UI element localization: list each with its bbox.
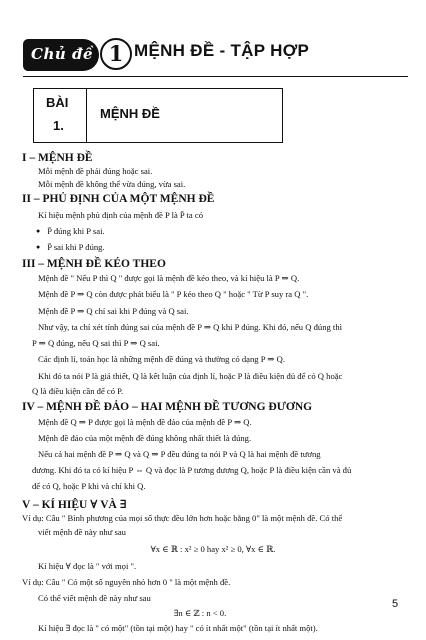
section-heading-1: I – MỆNH ĐỀ [22, 152, 93, 164]
text-line: Q là điều kiện cần để có P. [32, 386, 124, 396]
text-line: Nếu cả hai mệnh đề P ⇒ Q và Q ⇒ P đều đúng ta nói P và Q là hai mệnh đề tương [38, 449, 321, 459]
text-line: Khi đó ta nói P là giả thiết, Q là kết luận của định lí, hoặc P là điều kiện đủ để có Q hoặc [38, 371, 343, 381]
text-line: Mệnh đề Q ⇒ P được gọi là mệnh đề đảo của mệnh đề P ⇒ Q. [38, 417, 252, 427]
section-heading-3: III – MỆNH ĐỀ KÉO THEO [22, 258, 166, 270]
text-line: đương. Khi đó ta có kí hiệu P ⇔ Q và đọc là P tương đương Q, hoặc P là điều kiện cần và đủ [32, 465, 352, 475]
lesson-number: 1. [53, 118, 64, 133]
section-heading-4: IV – MỆNH ĐỀ ĐẢO – HAI MỆNH ĐỀ TƯƠNG ĐƯƠNG [22, 401, 313, 413]
section-heading-2: II – PHỦ ĐỊNH CỦA MỘT MỆNH ĐỀ [22, 193, 215, 205]
text-line: Mệnh đề P ⇒ Q chỉ sai khi P đúng và Q sai. [38, 306, 189, 316]
page-number: 5 [392, 598, 399, 610]
text-line: Các định lí, toán học là những mệnh đề đúng và thường có dạng P ⇒ Q. [38, 354, 286, 364]
text-line: viết mệnh đề này như sau [38, 527, 126, 537]
formula-line: ∀x ∈ ℝ : x² ≥ 0 hay x² ≥ 0, ∀x ∈ ℝ. [150, 544, 276, 554]
chapter-number: 1 [100, 38, 132, 70]
chapter-divider [23, 76, 408, 77]
text-line: để có Q, hoặc P khi và chỉ khi Q. [32, 481, 146, 491]
text-line: Mỗi mệnh đề phải đúng hoặc sai. [38, 166, 153, 176]
bullet-item: ● P̄ đúng khi P sai. [36, 227, 105, 237]
lesson-title: MỆNH ĐỀ [100, 106, 160, 121]
text-line: Mệnh đề " Nếu P thì Q " được gọi là mệnh đề kéo theo, và kí hiệu là P ⇒ Q. [38, 273, 300, 283]
text-line: Như vậy, ta chỉ xét tính đúng sai của mệnh đề P ⇒ Q khi P đúng. Khi đó, nếu Q đúng thì [38, 322, 343, 332]
text-line: P ⇒ Q đúng, nếu Q sai thì P ⇒ Q sai. [32, 338, 160, 348]
text-line: Mệnh đề đảo của một mệnh đề đúng không nhất thiết là đúng. [38, 433, 252, 443]
bullet-item: ● P̄ sai khi P đúng. [36, 243, 105, 253]
example-line: Ví dụ: Câu " Có một số nguyên nhỏ hơn 0 " là một mệnh đề. [22, 577, 231, 587]
text-line: Kí hiệu ∃ đọc là " có một" (tồn tại một) hay " có ít nhất một" (tồn tại ít nhất một). [38, 623, 318, 633]
text-line: Mỗi mệnh đề không thể vừa đúng, vừa sai. [38, 179, 186, 189]
example-line: Ví dụ: Câu " Bình phương của mọi số thực đều lớn hơn hoặc bằng 0" là một mệnh đề. Có thể [22, 513, 343, 523]
lesson-label: BÀI [46, 95, 69, 110]
lesson-number-cell [34, 89, 87, 142]
chapter-badge [23, 36, 124, 76]
section-heading-5: V – KÍ HIỆU ∀ VÀ ∃ [22, 499, 127, 511]
text-line: Kí hiệu ∀ đọc là " với mọi ". [38, 561, 137, 571]
text-line: Có thể viết mệnh đề này như sau [38, 593, 151, 603]
chapter-title: MỆNH ĐỀ - TẬP HỢP [134, 41, 310, 60]
chapter-badge-label: Chủ đề [31, 45, 94, 63]
text-line: Kí hiệu mệnh phủ định của mệnh đề P là P̄ ta có [38, 210, 203, 220]
formula-line: ∃n ∈ ℤ : n < 0. [173, 608, 227, 618]
lesson-box [33, 88, 283, 143]
text-line: Mệnh đề P ⇒ Q còn được phát biểu là " P kéo theo Q " hoặc " Từ P suy ra Q ". [38, 289, 309, 299]
